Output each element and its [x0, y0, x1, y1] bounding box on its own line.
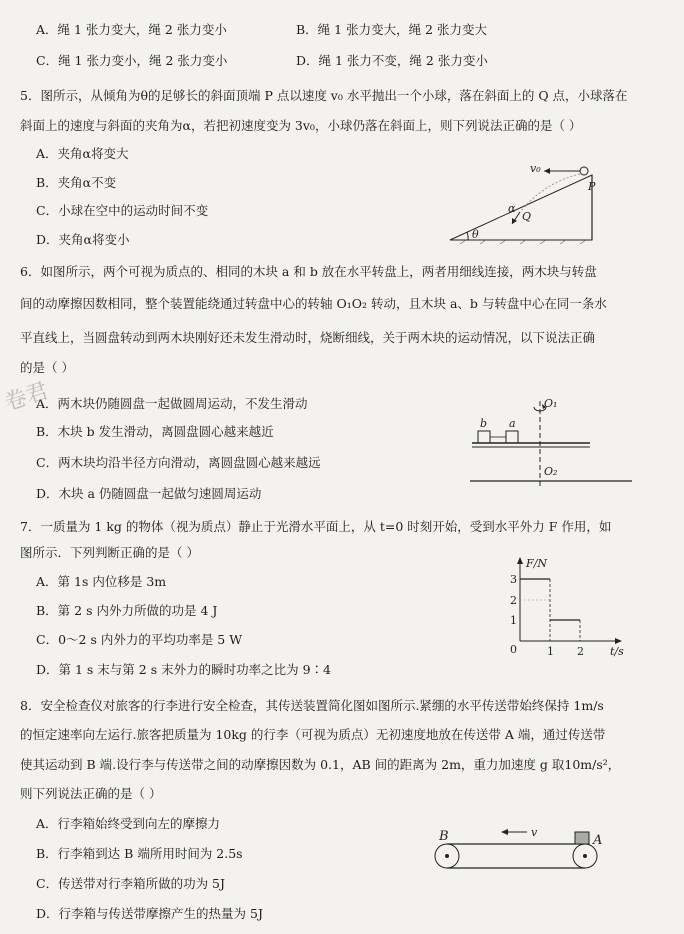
- q7-option-b: B．第 2 s 内外力所做的功是 4 J: [36, 603, 218, 618]
- x-tick-1: 1: [547, 645, 554, 658]
- q6-stem-line4: 的是（ ）: [20, 360, 74, 375]
- q8-stem-line3: 使其运动到 B 端.设行李与传送带之间的动摩擦因数为 0.1，AB 间的距离为 2m，重力加速度 g 取10m/s²，: [20, 757, 621, 772]
- conveyor-figure: [425, 822, 605, 880]
- watermark: 卷君: [1, 378, 52, 417]
- trajectory: [520, 174, 580, 212]
- origin-label: 0: [510, 643, 517, 656]
- q6-stem-line1: 6．如图所示，两个可视为质点的、相同的木块 a 和 b 放在水平转盘上，两者用细线连接，两木块与转盘: [20, 264, 597, 279]
- ball-at-p: [580, 167, 588, 175]
- v-label: v: [531, 826, 538, 839]
- q6-option-b: B．木块 b 发生滑动，离圆盘圆心越来越近: [36, 424, 274, 439]
- q6-option-a: A．两木块仍随圆盘一起做圆周运动，不发生滑动: [36, 396, 308, 411]
- y-tick-2: 2: [510, 594, 517, 607]
- block-b: [478, 431, 490, 443]
- q6-stem-line3: 平直线上，当圆盘转动到两木块刚好还未发生滑动时，烧断细线，关于两木块的运动情况，以下说法正确: [20, 330, 596, 345]
- o1-label: O₁: [544, 397, 558, 410]
- b-end-label: B: [439, 829, 449, 844]
- q4-option-a: A．绳 1 张力变大，绳 2 张力变小: [36, 22, 227, 37]
- q6-stem-line2: 间的动摩擦因数相同，整个装置能绕通过转盘中心的转轴 O₁O₂ 转动，且木块 a、b 与转盘中心在同一条水: [20, 296, 607, 311]
- turntable-figure: [460, 395, 640, 490]
- y-tick-3: 3: [510, 573, 517, 586]
- q8-option-c: C．传送带对行李箱所做的功为 5J: [36, 876, 226, 891]
- p-label: P: [588, 180, 596, 193]
- force-time-graph: [500, 555, 630, 660]
- q5-option-a: A．夹角α将变大: [36, 146, 129, 161]
- q8-stem-line4: 则下列说法正确的是（ ）: [20, 786, 162, 801]
- q4-option-b: B．绳 1 张力变大，绳 2 张力变大: [296, 22, 487, 37]
- q8-stem-line1: 8．安全检查仪对旅客的行李进行安全检查，其传送装置简化图如图所示.紧绷的水平传送带始终保持 1m/s: [20, 698, 604, 713]
- a-end-label: A: [593, 833, 603, 848]
- q7-stem-line2: 图所示．下列判断正确的是（ ）: [20, 545, 199, 560]
- q7-stem-line1: 7．一质量为 1 kg 的物体（视为质点）静止于光滑水平面上，从 t=0 时刻开始，受到水平外力 F 作用，如: [20, 519, 612, 534]
- theta-label: θ: [472, 228, 479, 241]
- y-tick-1: 1: [510, 614, 517, 627]
- q4-option-d: D．绳 1 张力不变，绳 2 张力变小: [296, 53, 488, 68]
- o2-label: O₂: [544, 465, 558, 478]
- q8-stem-line2: 的恒定速率向左运行.旅客把质量为 10kg 的行李（可视为质点）无初速度地放在传送带 A 端，通过传送带: [20, 727, 606, 742]
- luggage: [575, 832, 589, 844]
- q5-stem-line1: 5．图所示，从倾角为θ的足够长的斜面顶端 P 点以速度 v₀ 水平抛出一个小球，落在斜面上的 Q 点，小球落在: [20, 88, 628, 103]
- q7-option-d: D．第 1 s 末与第 2 s 末外力的瞬时功率之比为 9∶4: [36, 662, 331, 677]
- q5-option-c: C．小球在空中的运动时间不变: [36, 203, 209, 218]
- q7-option-c: C．0～2 s 内外力的平均功率是 5 W: [36, 632, 243, 647]
- q8-option-b: B．行李箱到达 B 端所用时间为 2.5s: [36, 846, 243, 861]
- q4-option-c: C．绳 1 张力变小，绳 2 张力变小: [36, 53, 228, 68]
- incline-figure: [440, 160, 610, 246]
- q5-option-b: B．夹角α不变: [36, 175, 117, 190]
- x-tick-2: 2: [577, 645, 584, 658]
- q7-option-a: A．第 1s 内位移是 3m: [36, 574, 167, 589]
- a-label: a: [509, 417, 516, 430]
- q5-option-d: D．夹角α将变小: [36, 232, 130, 247]
- q-label: Q: [522, 210, 532, 223]
- q8-option-d: D．行李箱与传送带摩擦产生的热量为 5J: [36, 906, 263, 921]
- block-a: [506, 431, 518, 443]
- b-label: b: [480, 417, 488, 430]
- alpha-label: α: [508, 202, 516, 215]
- q6-option-c: C．两木块均沿半径方向滑动，离圆盘圆心越来越远: [36, 455, 321, 470]
- f-axis-label: F/N: [526, 557, 547, 570]
- q5-stem-line2: 斜面上的速度与斜面的夹角为α，若把初速度变为 3v₀，小球仍落在斜面上，则下列说法正确的是（ ）: [20, 118, 582, 133]
- q8-option-a: A．行李箱始终受到向左的摩擦力: [36, 816, 221, 831]
- v0-label: v₀: [530, 162, 541, 175]
- t-axis-label: t/s: [610, 645, 624, 658]
- q6-option-d: D．木块 a 仍随圆盘一起做匀速圆周运动: [36, 486, 262, 501]
